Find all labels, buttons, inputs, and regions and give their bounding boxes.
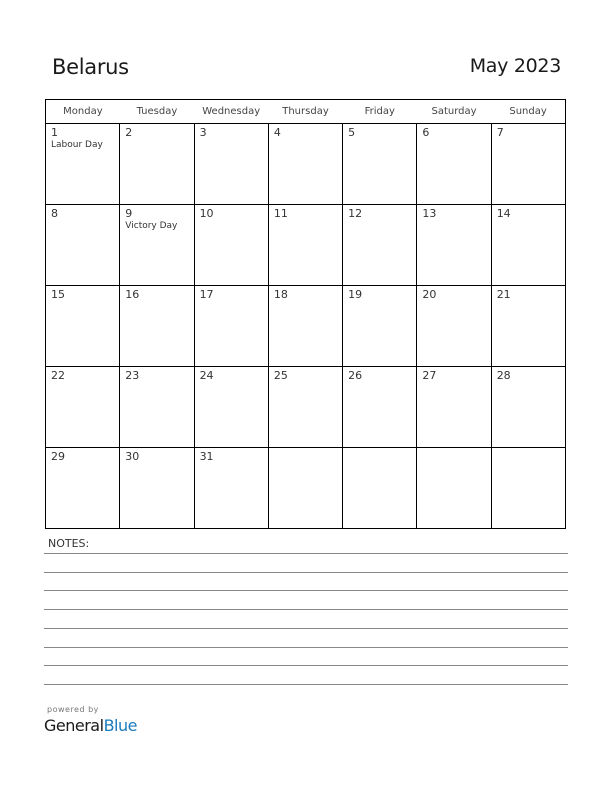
day-number: 17 (199, 288, 214, 301)
day-number: 21 (496, 288, 511, 301)
week-row (46, 124, 566, 205)
day-number: 11 (273, 207, 288, 220)
day-cell (194, 124, 268, 205)
day-number: 2 (125, 126, 133, 139)
weekday-header-row (46, 100, 566, 124)
brand-general: General (44, 716, 104, 735)
day-number: 8 (51, 207, 58, 220)
day-number: 30 (125, 450, 140, 463)
day-number: 19 (348, 288, 363, 301)
day-cell (120, 367, 194, 448)
note-line (44, 684, 568, 685)
holiday-label: Labour Day (51, 140, 103, 150)
day-number: 6 (422, 126, 430, 139)
weekday-monday: Monday (46, 100, 120, 124)
note-line (44, 590, 568, 591)
day-cell (417, 205, 491, 286)
note-line (44, 665, 568, 666)
day-cell (46, 448, 120, 529)
day-cell (491, 448, 565, 529)
day-number: 26 (348, 369, 363, 382)
day-cell (120, 448, 194, 529)
day-cell (343, 286, 417, 367)
day-number: 24 (199, 369, 214, 382)
weekday-thursday: Thursday (268, 100, 342, 124)
day-cell (417, 448, 491, 529)
week-row (46, 286, 566, 367)
day-cell (491, 205, 565, 286)
day-number: 9 (125, 207, 133, 220)
day-number: 25 (273, 369, 288, 382)
day-number: 5 (348, 126, 356, 139)
day-cell (417, 124, 491, 205)
day-number: 20 (422, 288, 437, 301)
day-cell (343, 448, 417, 529)
day-cell (46, 124, 120, 205)
day-number: 23 (125, 369, 140, 382)
day-cell (46, 205, 120, 286)
brand-blue: Blue (103, 716, 137, 735)
generalblue-logo (44, 716, 137, 735)
day-number: 27 (422, 369, 437, 382)
weekday-saturday: Saturday (417, 100, 491, 124)
day-cell (268, 286, 342, 367)
day-cell (417, 367, 491, 448)
day-cell (343, 367, 417, 448)
day-cell (120, 205, 194, 286)
day-cell (268, 124, 342, 205)
day-number: 7 (496, 126, 504, 139)
powered-by-text: powered by (47, 705, 99, 714)
note-line (44, 609, 568, 610)
day-cell (194, 205, 268, 286)
note-line (44, 553, 568, 554)
week-row (46, 367, 566, 448)
day-number: 15 (51, 288, 65, 301)
weekday-friday: Friday (343, 100, 417, 124)
day-cell (268, 448, 342, 529)
day-number: 16 (125, 288, 140, 301)
day-number: 31 (199, 450, 214, 463)
day-cell (120, 124, 194, 205)
day-cell (491, 124, 565, 205)
note-line (44, 572, 568, 573)
country-title: Belarus (52, 55, 129, 79)
day-cell (491, 286, 565, 367)
week-row (46, 448, 566, 529)
week-row (46, 205, 566, 286)
note-line (44, 647, 568, 648)
day-number: 13 (422, 207, 437, 220)
calendar-grid (45, 99, 566, 529)
weekday-tuesday: Tuesday (120, 100, 194, 124)
weekday-wednesday: Wednesday (194, 100, 268, 124)
day-number: 28 (496, 369, 511, 382)
day-number: 4 (273, 126, 281, 139)
day-cell (194, 367, 268, 448)
day-number: 10 (199, 207, 214, 220)
day-cell (491, 367, 565, 448)
day-cell (194, 448, 268, 529)
day-number: 3 (199, 126, 207, 139)
day-number: 22 (51, 369, 65, 382)
day-number: 14 (496, 207, 511, 220)
notes-label: NOTES: (48, 537, 90, 550)
day-cell (120, 286, 194, 367)
day-cell (268, 205, 342, 286)
day-number: 29 (51, 450, 65, 463)
day-cell (46, 367, 120, 448)
holiday-label: Victory Day (125, 221, 178, 231)
day-cell (343, 205, 417, 286)
day-cell (46, 286, 120, 367)
note-line (44, 628, 568, 629)
weekday-sunday: Sunday (491, 100, 565, 124)
day-cell (194, 286, 268, 367)
month-year-title: May 2023 (469, 55, 561, 77)
day-cell (268, 367, 342, 448)
day-number: 18 (273, 288, 288, 301)
day-cell (343, 124, 417, 205)
day-cell (417, 286, 491, 367)
day-number: 12 (348, 207, 363, 220)
day-number: 1 (51, 126, 58, 139)
